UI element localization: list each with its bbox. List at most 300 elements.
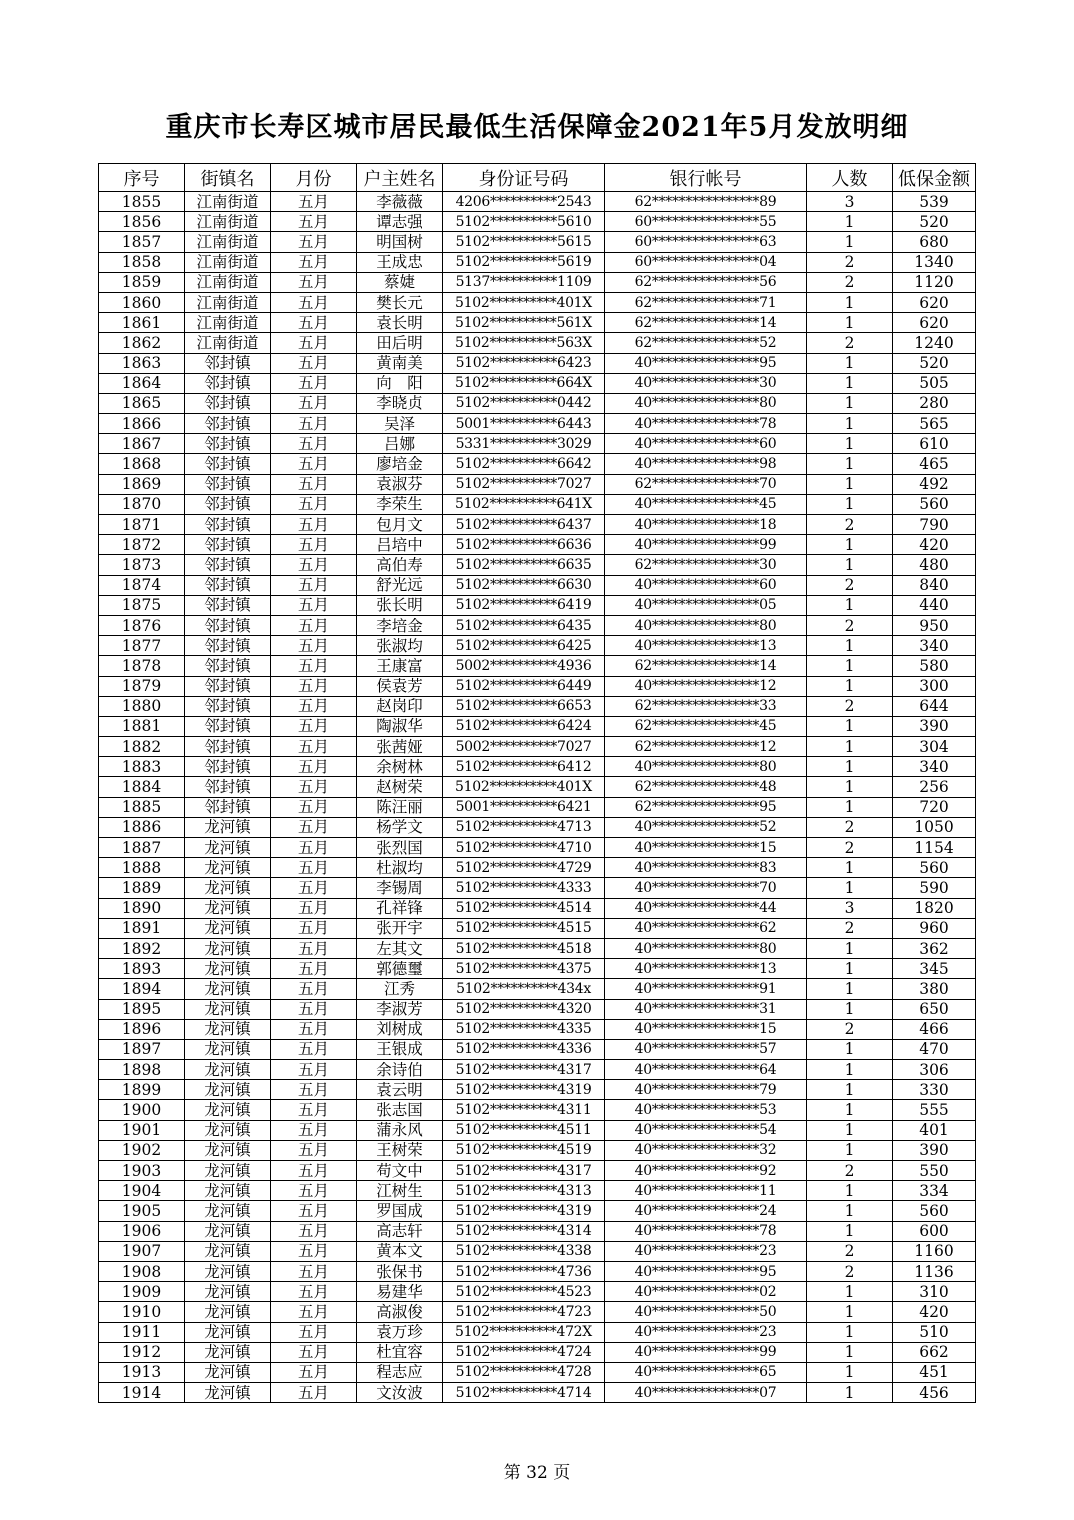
- cell-people-count: 1: [807, 393, 893, 413]
- cell-amount: 720: [893, 797, 976, 817]
- cell-householder: 刘树成: [357, 1019, 443, 1039]
- cell-index: 1887: [99, 838, 185, 858]
- cell-month: 五月: [271, 192, 357, 212]
- cell-amount: 960: [893, 918, 976, 938]
- cell-id-number: 5331**********3029: [443, 434, 605, 454]
- cell-index: 1878: [99, 656, 185, 676]
- cell-householder: 廖培金: [357, 454, 443, 474]
- cell-bank-account: 40****************98: [605, 454, 807, 474]
- cell-index: 1907: [99, 1241, 185, 1261]
- cell-id-number: 5102**********4336: [443, 1039, 605, 1059]
- cell-amount: 420: [893, 535, 976, 555]
- cell-amount: 451: [893, 1362, 976, 1382]
- cell-month: 五月: [271, 292, 357, 312]
- cell-householder: 黄南美: [357, 353, 443, 373]
- table-row: [99, 1019, 976, 1039]
- cell-amount: 650: [893, 999, 976, 1019]
- cell-bank-account: 40****************52: [605, 817, 807, 837]
- cell-month: 五月: [271, 212, 357, 232]
- cell-town: 江南街道: [185, 212, 271, 232]
- cell-month: 五月: [271, 938, 357, 958]
- table-row: [99, 1080, 976, 1100]
- cell-id-number: 5001**********6443: [443, 414, 605, 434]
- cell-index: 1908: [99, 1261, 185, 1281]
- table-row: [99, 393, 976, 413]
- cell-householder: 李培金: [357, 615, 443, 635]
- table-row: [99, 474, 976, 494]
- cell-index: 1856: [99, 212, 185, 232]
- cell-amount: 470: [893, 1039, 976, 1059]
- cell-bank-account: 40****************92: [605, 1161, 807, 1181]
- cell-householder: 包月文: [357, 515, 443, 535]
- cell-town: 邻封镇: [185, 676, 271, 696]
- cell-month: 五月: [271, 1322, 357, 1342]
- cell-bank-account: 40****************53: [605, 1100, 807, 1120]
- cell-bank-account: 62****************71: [605, 292, 807, 312]
- cell-amount: 1160: [893, 1241, 976, 1261]
- cell-town: 邻封镇: [185, 595, 271, 615]
- cell-index: 1867: [99, 434, 185, 454]
- cell-index: 1910: [99, 1302, 185, 1322]
- cell-month: 五月: [271, 777, 357, 797]
- cell-month: 五月: [271, 1241, 357, 1261]
- cell-householder: 苟文中: [357, 1161, 443, 1181]
- cell-id-number: 5102**********4317: [443, 1060, 605, 1080]
- cell-month: 五月: [271, 676, 357, 696]
- cell-town: 邻封镇: [185, 797, 271, 817]
- cell-amount: 456: [893, 1383, 976, 1403]
- cell-id-number: 5102**********6449: [443, 676, 605, 696]
- table-row: [99, 959, 976, 979]
- cell-town: 龙河镇: [185, 1362, 271, 1382]
- cell-amount: 466: [893, 1019, 976, 1039]
- cell-bank-account: 40****************57: [605, 1039, 807, 1059]
- cell-id-number: 5102**********401X: [443, 292, 605, 312]
- cell-amount: 492: [893, 474, 976, 494]
- cell-amount: 555: [893, 1100, 976, 1120]
- cell-month: 五月: [271, 313, 357, 333]
- cell-town: 龙河镇: [185, 817, 271, 837]
- table-row: [99, 1181, 976, 1201]
- cell-town: 江南街道: [185, 232, 271, 252]
- cell-town: 江南街道: [185, 292, 271, 312]
- table-row: [99, 696, 976, 716]
- cell-month: 五月: [271, 838, 357, 858]
- cell-bank-account: 40****************11: [605, 1181, 807, 1201]
- cell-month: 五月: [271, 1100, 357, 1120]
- cell-people-count: 3: [807, 192, 893, 212]
- cell-index: 1870: [99, 494, 185, 514]
- cell-month: 五月: [271, 1201, 357, 1221]
- table-body: [99, 192, 976, 1403]
- cell-amount: 560: [893, 858, 976, 878]
- cell-people-count: 1: [807, 494, 893, 514]
- cell-index: 1876: [99, 615, 185, 635]
- cell-month: 五月: [271, 353, 357, 373]
- cell-index: 1902: [99, 1140, 185, 1160]
- cell-bank-account: 40****************99: [605, 1342, 807, 1362]
- cell-householder: 江树生: [357, 1181, 443, 1201]
- cell-householder: 李晓贞: [357, 393, 443, 413]
- cell-index: 1886: [99, 817, 185, 837]
- cell-amount: 590: [893, 878, 976, 898]
- cell-amount: 840: [893, 575, 976, 595]
- cell-index: 1857: [99, 232, 185, 252]
- cell-people-count: 2: [807, 1261, 893, 1281]
- cell-people-count: 1: [807, 1080, 893, 1100]
- cell-householder: 张长明: [357, 595, 443, 615]
- cell-amount: 420: [893, 1302, 976, 1322]
- cell-people-count: 3: [807, 898, 893, 918]
- table-row: [99, 272, 976, 292]
- cell-bank-account: 40****************50: [605, 1302, 807, 1322]
- table-row: [99, 676, 976, 696]
- cell-month: 五月: [271, 1362, 357, 1382]
- cell-amount: 505: [893, 373, 976, 393]
- cell-id-number: 5102**********4317: [443, 1161, 605, 1181]
- cell-month: 五月: [271, 1140, 357, 1160]
- cell-amount: 304: [893, 737, 976, 757]
- cell-month: 五月: [271, 1302, 357, 1322]
- cell-id-number: 5002**********7027: [443, 737, 605, 757]
- cell-people-count: 1: [807, 1282, 893, 1302]
- cell-householder: 左其文: [357, 938, 443, 958]
- cell-bank-account: 60****************04: [605, 252, 807, 272]
- cell-town: 邻封镇: [185, 434, 271, 454]
- cell-index: 1855: [99, 192, 185, 212]
- cell-amount: 1820: [893, 898, 976, 918]
- cell-householder: 余树林: [357, 757, 443, 777]
- table-row: [99, 737, 976, 757]
- cell-town: 江南街道: [185, 313, 271, 333]
- table-row: [99, 232, 976, 252]
- cell-amount: 520: [893, 353, 976, 373]
- cell-amount: 1240: [893, 333, 976, 353]
- table-row: [99, 252, 976, 272]
- cell-index: 1898: [99, 1060, 185, 1080]
- cell-householder: 杜宜容: [357, 1342, 443, 1362]
- cell-town: 邻封镇: [185, 716, 271, 736]
- table-row: [99, 1282, 976, 1302]
- cell-people-count: 1: [807, 999, 893, 1019]
- cell-bank-account: 60****************63: [605, 232, 807, 252]
- cell-people-count: 1: [807, 777, 893, 797]
- cell-index: 1903: [99, 1161, 185, 1181]
- cell-people-count: 1: [807, 656, 893, 676]
- cell-householder: 王康富: [357, 656, 443, 676]
- cell-bank-account: 40****************30: [605, 373, 807, 393]
- cell-amount: 480: [893, 555, 976, 575]
- cell-householder: 张开宇: [357, 918, 443, 938]
- cell-people-count: 1: [807, 454, 893, 474]
- cell-town: 龙河镇: [185, 1161, 271, 1181]
- cell-town: 邻封镇: [185, 575, 271, 595]
- cell-householder: 易建华: [357, 1282, 443, 1302]
- cell-index: 1862: [99, 333, 185, 353]
- cell-town: 邻封镇: [185, 414, 271, 434]
- table-row: [99, 1039, 976, 1059]
- cell-bank-account: 62****************33: [605, 696, 807, 716]
- cell-amount: 560: [893, 1201, 976, 1221]
- document-title: 重庆市长寿区城市居民最低生活保障金2021年5月发放明细: [165, 112, 909, 143]
- cell-id-number: 5102**********4724: [443, 1342, 605, 1362]
- cell-id-number: 5001**********6421: [443, 797, 605, 817]
- cell-month: 五月: [271, 252, 357, 272]
- cell-id-number: 5102**********6423: [443, 353, 605, 373]
- cell-amount: 306: [893, 1060, 976, 1080]
- cell-town: 龙河镇: [185, 1322, 271, 1342]
- cell-bank-account: 40****************13: [605, 959, 807, 979]
- table-row: [99, 212, 976, 232]
- table-row: [99, 1201, 976, 1221]
- cell-index: 1884: [99, 777, 185, 797]
- cell-bank-account: 40****************95: [605, 353, 807, 373]
- cell-householder: 田后明: [357, 333, 443, 353]
- cell-town: 邻封镇: [185, 353, 271, 373]
- cell-amount: 565: [893, 414, 976, 434]
- cell-index: 1893: [99, 959, 185, 979]
- cell-householder: 赵岗印: [357, 696, 443, 716]
- cell-month: 五月: [271, 979, 357, 999]
- cell-month: 五月: [271, 414, 357, 434]
- cell-householder: 文汝波: [357, 1383, 443, 1403]
- cell-bank-account: 40****************15: [605, 838, 807, 858]
- cell-people-count: 2: [807, 515, 893, 535]
- cell-town: 龙河镇: [185, 1140, 271, 1160]
- cell-index: 1904: [99, 1181, 185, 1201]
- cell-month: 五月: [271, 656, 357, 676]
- cell-bank-account: 40****************32: [605, 1140, 807, 1160]
- cell-id-number: 5102**********6642: [443, 454, 605, 474]
- cell-householder: 吕娜: [357, 434, 443, 454]
- cell-householder: 袁淑芬: [357, 474, 443, 494]
- table-row: [99, 292, 976, 312]
- cell-people-count: 1: [807, 1100, 893, 1120]
- cell-amount: 510: [893, 1322, 976, 1342]
- cell-town: 邻封镇: [185, 615, 271, 635]
- cell-householder: 明国树: [357, 232, 443, 252]
- cell-index: 1874: [99, 575, 185, 595]
- cell-householder: 吕培中: [357, 535, 443, 555]
- cell-id-number: 5102**********4518: [443, 938, 605, 958]
- cell-householder: 余诗伯: [357, 1060, 443, 1080]
- cell-town: 龙河镇: [185, 959, 271, 979]
- cell-amount: 1136: [893, 1261, 976, 1281]
- cell-bank-account: 40****************95: [605, 1261, 807, 1281]
- cell-id-number: 5102**********4335: [443, 1019, 605, 1039]
- cell-id-number: 5102**********4729: [443, 858, 605, 878]
- cell-bank-account: 40****************80: [605, 615, 807, 635]
- cell-amount: 390: [893, 716, 976, 736]
- cell-people-count: 2: [807, 1241, 893, 1261]
- cell-people-count: 2: [807, 333, 893, 353]
- cell-id-number: 5002**********4936: [443, 656, 605, 676]
- cell-amount: 520: [893, 212, 976, 232]
- table-row: [99, 1060, 976, 1080]
- cell-town: 邻封镇: [185, 454, 271, 474]
- cell-people-count: 2: [807, 696, 893, 716]
- cell-index: 1861: [99, 313, 185, 333]
- cell-bank-account: 60****************55: [605, 212, 807, 232]
- table-row: [99, 333, 976, 353]
- cell-people-count: 1: [807, 1039, 893, 1059]
- table-row: [99, 777, 976, 797]
- cell-amount: 1154: [893, 838, 976, 858]
- table-row: [99, 353, 976, 373]
- cell-bank-account: 40****************23: [605, 1241, 807, 1261]
- cell-householder: 高伯寿: [357, 555, 443, 575]
- cell-amount: 680: [893, 232, 976, 252]
- table-row: [99, 414, 976, 434]
- cell-amount: 340: [893, 757, 976, 777]
- cell-town: 邻封镇: [185, 474, 271, 494]
- cell-month: 五月: [271, 575, 357, 595]
- cell-householder: 李锡周: [357, 878, 443, 898]
- cell-month: 五月: [271, 515, 357, 535]
- table-row: [99, 797, 976, 817]
- cell-amount: 790: [893, 515, 976, 535]
- cell-index: 1894: [99, 979, 185, 999]
- cell-householder: 孔祥锋: [357, 898, 443, 918]
- cell-town: 龙河镇: [185, 858, 271, 878]
- cell-id-number: 5102**********5610: [443, 212, 605, 232]
- cell-amount: 620: [893, 313, 976, 333]
- cell-amount: 1340: [893, 252, 976, 272]
- cell-people-count: 1: [807, 1302, 893, 1322]
- cell-id-number: 4206**********2543: [443, 192, 605, 212]
- cell-index: 1865: [99, 393, 185, 413]
- cell-householder: 杜淑均: [357, 858, 443, 878]
- cell-town: 龙河镇: [185, 999, 271, 1019]
- cell-town: 龙河镇: [185, 1302, 271, 1322]
- cell-town: 邻封镇: [185, 373, 271, 393]
- cell-householder: 江秀: [357, 979, 443, 999]
- cell-town: 邻封镇: [185, 515, 271, 535]
- cell-householder: 张烈国: [357, 838, 443, 858]
- cell-householder: 程志应: [357, 1362, 443, 1382]
- cell-id-number: 5102**********6653: [443, 696, 605, 716]
- cell-id-number: 5102**********4713: [443, 817, 605, 837]
- cell-id-number: 5102**********4314: [443, 1221, 605, 1241]
- cell-amount: 580: [893, 656, 976, 676]
- table-row: [99, 878, 976, 898]
- cell-bank-account: 40****************02: [605, 1282, 807, 1302]
- cell-index: 1881: [99, 716, 185, 736]
- cell-id-number: 5102**********4313: [443, 1181, 605, 1201]
- cell-bank-account: 40****************62: [605, 918, 807, 938]
- cell-index: 1873: [99, 555, 185, 575]
- cell-town: 龙河镇: [185, 1039, 271, 1059]
- cell-householder: 蒲永风: [357, 1120, 443, 1140]
- cell-index: 1872: [99, 535, 185, 555]
- table-row: [99, 494, 976, 514]
- table-row: [99, 979, 976, 999]
- cell-id-number: 5102**********4319: [443, 1080, 605, 1100]
- cell-index: 1906: [99, 1221, 185, 1241]
- cell-index: 1905: [99, 1201, 185, 1221]
- cell-people-count: 2: [807, 918, 893, 938]
- cell-town: 龙河镇: [185, 1100, 271, 1120]
- cell-amount: 550: [893, 1161, 976, 1181]
- cell-id-number: 5102**********6636: [443, 535, 605, 555]
- cell-id-number: 5102**********4511: [443, 1120, 605, 1140]
- cell-town: 邻封镇: [185, 696, 271, 716]
- table-row: [99, 515, 976, 535]
- cell-people-count: 1: [807, 1120, 893, 1140]
- cell-householder: 王成忠: [357, 252, 443, 272]
- cell-month: 五月: [271, 434, 357, 454]
- cell-people-count: 1: [807, 716, 893, 736]
- cell-month: 五月: [271, 474, 357, 494]
- cell-index: 1901: [99, 1120, 185, 1140]
- table-row: [99, 938, 976, 958]
- cell-people-count: 2: [807, 252, 893, 272]
- cell-month: 五月: [271, 1342, 357, 1362]
- cell-amount: 334: [893, 1181, 976, 1201]
- cell-month: 五月: [271, 1019, 357, 1039]
- table-row: [99, 373, 976, 393]
- header-bank-account: 银行帐号: [605, 164, 807, 192]
- cell-town: 龙河镇: [185, 979, 271, 999]
- cell-bank-account: 40****************60: [605, 434, 807, 454]
- cell-people-count: 1: [807, 1201, 893, 1221]
- cell-people-count: 1: [807, 414, 893, 434]
- cell-amount: 539: [893, 192, 976, 212]
- cell-amount: 950: [893, 615, 976, 635]
- cell-index: 1888: [99, 858, 185, 878]
- cell-month: 五月: [271, 454, 357, 474]
- table-row: [99, 454, 976, 474]
- cell-month: 五月: [271, 959, 357, 979]
- cell-householder: 张志国: [357, 1100, 443, 1120]
- table-row: [99, 555, 976, 575]
- header-people-count: 人数: [807, 164, 893, 192]
- cell-town: 龙河镇: [185, 878, 271, 898]
- cell-bank-account: 40****************80: [605, 757, 807, 777]
- cell-people-count: 1: [807, 1140, 893, 1160]
- cell-amount: 560: [893, 494, 976, 514]
- cell-index: 1864: [99, 373, 185, 393]
- cell-index: 1885: [99, 797, 185, 817]
- cell-householder: 李荣生: [357, 494, 443, 514]
- cell-town: 邻封镇: [185, 777, 271, 797]
- cell-month: 五月: [271, 878, 357, 898]
- cell-people-count: 2: [807, 838, 893, 858]
- cell-town: 龙河镇: [185, 1080, 271, 1100]
- cell-town: 江南街道: [185, 333, 271, 353]
- cell-id-number: 5102**********472X: [443, 1322, 605, 1342]
- cell-people-count: 1: [807, 636, 893, 656]
- cell-month: 五月: [271, 555, 357, 575]
- table-row: [99, 595, 976, 615]
- cell-people-count: 1: [807, 959, 893, 979]
- cell-bank-account: 62****************56: [605, 272, 807, 292]
- cell-people-count: 1: [807, 737, 893, 757]
- cell-householder: 陈汪丽: [357, 797, 443, 817]
- cell-town: 邻封镇: [185, 737, 271, 757]
- cell-bank-account: 40****************12: [605, 676, 807, 696]
- cell-amount: 330: [893, 1080, 976, 1100]
- cell-id-number: 5102**********4319: [443, 1201, 605, 1221]
- cell-bank-account: 62****************45: [605, 716, 807, 736]
- cell-bank-account: 40****************79: [605, 1080, 807, 1100]
- table-row: [99, 1302, 976, 1322]
- cell-month: 五月: [271, 1161, 357, 1181]
- cell-bank-account: 40****************45: [605, 494, 807, 514]
- cell-town: 龙河镇: [185, 938, 271, 958]
- table-row: [99, 434, 976, 454]
- cell-householder: 赵树荣: [357, 777, 443, 797]
